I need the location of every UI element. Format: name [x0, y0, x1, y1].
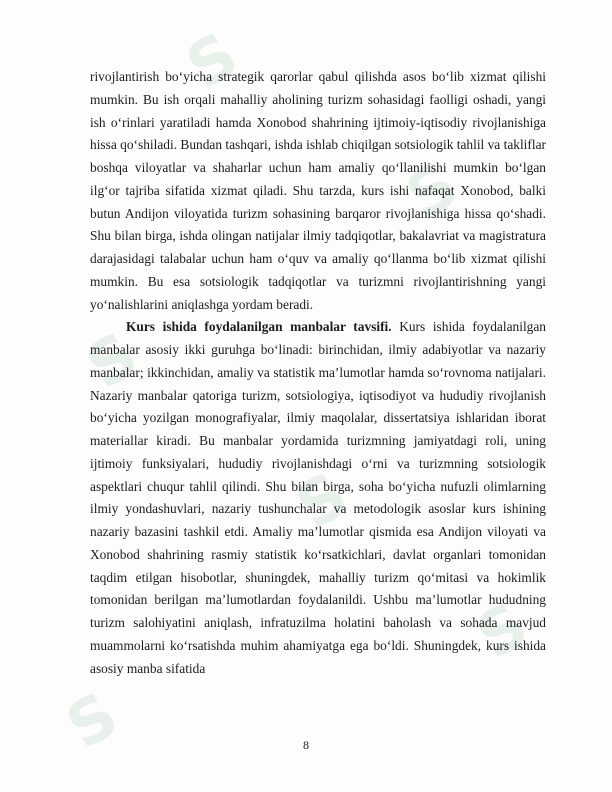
paragraph-lead-heading: Kurs ishida foydalanilgan manbalar tavsifi.: [126, 319, 392, 335]
watermark-logo: S: [463, 587, 541, 674]
paragraph-sources: [90, 316, 546, 680]
watermark-logo: S: [283, 457, 361, 544]
page-number: 8: [303, 738, 309, 752]
paragraph-sources-text: Kurs ishida foydalanilgan manbalar asosiy ikki guruhga bo‘linadi: birinchidan, ilmiy adabiyotlar va nazariy manbalar; ikkinchidan, amaliy va statistik ma’lumotlar hamda so‘rovnoma natijalari. Nazariy manbalar qatoriga turizm, sotsiologiya, iqtisodiyot va hududiy rivojlanish bo‘yicha yozilgan monografiyalar, ilmiy maqolalar, dissertatsiya ishlaridan iborat materiallar kiradi. Bu manbalar yordamida turizmning jamiyatdagi roli, uning ijtimoiy funksiyalari, hududiy rivojlanishdagi o‘rni va turizmning sotsiologik aspektlari chuqur tahlil qilindi. Shu bilan birga, soha bo‘yicha nufuzli olimlarning ilmiy yondashuvlari, nazariy tushunchalar va metodologik asoslar kurs ishining nazariy bazasini tashkil etdi. Amaliy ma’lumotlar qismida esa Andijon viloyati va Xonobod shahrining rasmiy statistik ko‘rsatkichlari, davlat organlari tomonidan taqdim etilgan hisobotlar, shuningdek, mahalliy turizm qo‘mitasi va hokimlik tomonidan berilgan ma’lumotlardan foydalanildi. Ushbu ma’lumotlar hududning turizm salohiyatini aniqlash, infratuzilma holatini baholash va sohada mavjud muammolarni ko‘rsatishda muhim ahamiyatga ega bo‘ldi. Shuningdek, kurs ishida asosiy manba sifatida: [90, 319, 547, 676]
paragraph-continuation: rivojlantirish bo‘yicha strategik qarorlar qabul qilishda asos bo‘lib xizmat qilishi mumkin. Bu ish orqali mahalliy aholining turizm sohasidagi faolligi oshadi, yangi ish o‘rinlari yaratiladi hamda Xonobod shahrining ijtimoiy-iqtisodiy rivojlanishiga hissa qo‘shiladi. Bundan tashqari, ishda ishlab chiqilgan sotsiologik tahlil va takliflar boshqa viloyatlar va shaharlar uchun ham amaliy qo‘llanilishi mumkin bo‘lgan ilg‘or tajriba sifatida xizmat qiladi. Shu tarzda, kurs ishi nafaqat Xonobod, balki butun Andijon viloyatida turizm sohasining barqaror rivojlanishiga hissa qo‘shadi. Shu bilan birga, ishda olingan natijalar ilmiy tadqiqotlar, bakalavriat va magistratura darajasidagi talabalar uchun ham o‘quv va amaliy qo‘llanma bo‘lib xizmat qilishi mumkin. Bu esa sotsiologik tadqiqotlar va turizmni rivojlantirishning yangi yo‘nalishlarini aniqlashga yordam beradi.: [90, 69, 546, 312]
watermark-logo: S: [393, 147, 471, 234]
watermark-logo: S: [53, 677, 131, 764]
document-body: [90, 66, 546, 680]
watermark-logo: S: [73, 317, 151, 404]
watermark-logo: S: [173, 17, 251, 104]
